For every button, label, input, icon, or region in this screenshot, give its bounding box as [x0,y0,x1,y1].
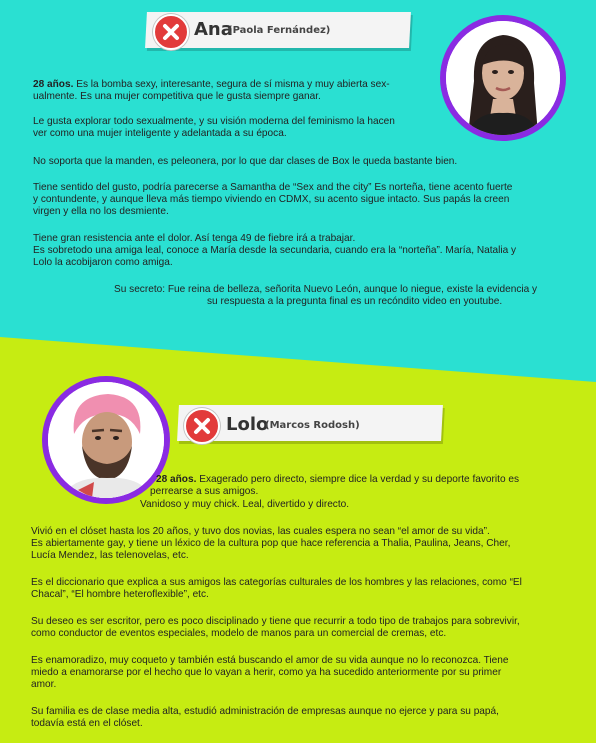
lolo-age: 28 años. [156,474,197,485]
ana-age: 28 años. [33,79,74,90]
ana-name: Ana [194,19,233,40]
ana-p4-line-1: Tiene sentido del gusto, podría parecerse a Samantha de “Sex and the city” Es norteña, tiene acento fuerte [33,182,513,193]
lolo-intro-text: Exagerado pero directo, siempre dice la verdad y su deporte favorito es [196,474,520,485]
lolo-p2-line-3: Lucía Mendez, las telenovelas, etc. [31,550,189,561]
ana-avatar-ring [440,15,566,141]
lolo-p3-line-2: Chacal”, “El hombre heteroflexible”, etc. [31,589,209,600]
close-x-icon [153,14,189,50]
ana-p3: No soporta que la manden, es peleonera, por lo que dar clases de Box le queda bastante bien. [33,156,458,167]
lolo-avatar [48,382,164,498]
lolo-portrait-icon [48,382,164,498]
ana-intro-line-1 [33,79,390,91]
lolo-intro-line-3: Vanidoso y muy chick. Leal, divertido y directo. [140,499,350,510]
ana-secret-line-1: Su secreto: Fue reina de belleza, señorita Nuevo León, aunque lo niegue, existe la evidencia y [114,284,538,295]
lolo-p6-line-2: todavía está en el clóset. [31,718,143,729]
lolo-actor: (Marcos Rodosh) [265,420,360,431]
ana-p4-line-3: virgen y ella no los desmiente. [33,206,169,217]
lolo-p5-line-3: amor. [31,679,57,690]
lolo-p4-line-1: Su deseo es ser escritor, pero es poco disciplinado y tiene que recurrir a todo tipo de trabajos para sobrevivir, [31,616,520,627]
lolo-intro-line-1 [156,474,519,486]
lolo-p5-line-2: miedo a enamorarse por el hecho que lo vayan a herir, como ya ha sucedido anteriormente por su primer [31,667,502,678]
ana-p5-line-3: Lolo la acobijaron como amiga. [33,257,173,268]
lolo-p2-line-1: Vivió en el clóset hasta los 20 años, y tuvo dos novias, las cuales espera no sean “el amor de su vida”. [31,526,490,537]
lolo-p3-line-1: Es el diccionario que explica a sus amigos las categorías culturales de los hombres y las relaciones, como “El [31,577,522,588]
lolo-p4-line-2: como conductor de eventos especiales, modelo de manos para un comercial de cremas, etc. [31,628,447,639]
lolo-p2-line-2: Es abiertamente gay, y tiene un léxico de la cultura pop que hace referencia a Thalia, Paulina, Jeans, Cher, [31,538,511,549]
lolo-name: Lolo [226,414,269,435]
ana-intro-line-2: ualmente. Es una mujer competitiva que le gusta siempre ganar. [33,91,321,102]
ana-p5-line-2: Es sobretodo una amiga leal, conoce a María desde la secundaria, cuando era la “norteña”. María, Natalia y [33,245,517,256]
ana-portrait-icon [446,21,560,135]
ana-intro-text: Es la bomba sexy, interesante, segura de sí misma y muy abierta sex- [73,79,390,90]
ana-avatar [446,21,560,135]
lolo-p5-line-1: Es enamoradizo, muy coqueto y también está buscando el amor de su vida aunque no lo reconozca. Tiene [31,655,509,666]
lolo-avatar-ring [42,376,170,504]
ana-p2-line-1: Le gusta explorar todo sexualmente, y su visión moderna del feminismo la hacen [33,116,395,127]
ana-p4-line-2: y contundente, y aunque lleva más tiempo viviendo en CDMX, su acento sigue intacto. Sus papás la creen [33,194,510,205]
lolo-p6-line-1: Su familia es de clase media alta, estudió administración de empresas aunque no ejerce y para su papá, [31,706,499,717]
ana-p2-line-2: ver como una mujer inteligente y adelantada a su época. [33,128,287,139]
ana-actor: (Paola Fernández) [228,25,331,36]
lolo-intro-line-2: perrearse a sus amigos. [150,486,259,497]
ana-secret-line-2: su respuesta a la pregunta final es un recóndito video en youtube. [207,296,503,307]
close-x-icon [184,408,220,444]
ana-p5-line-1: Tiene gran resistencia ante el dolor. Así tenga 49 de fiebre irá a trabajar. [33,233,356,244]
